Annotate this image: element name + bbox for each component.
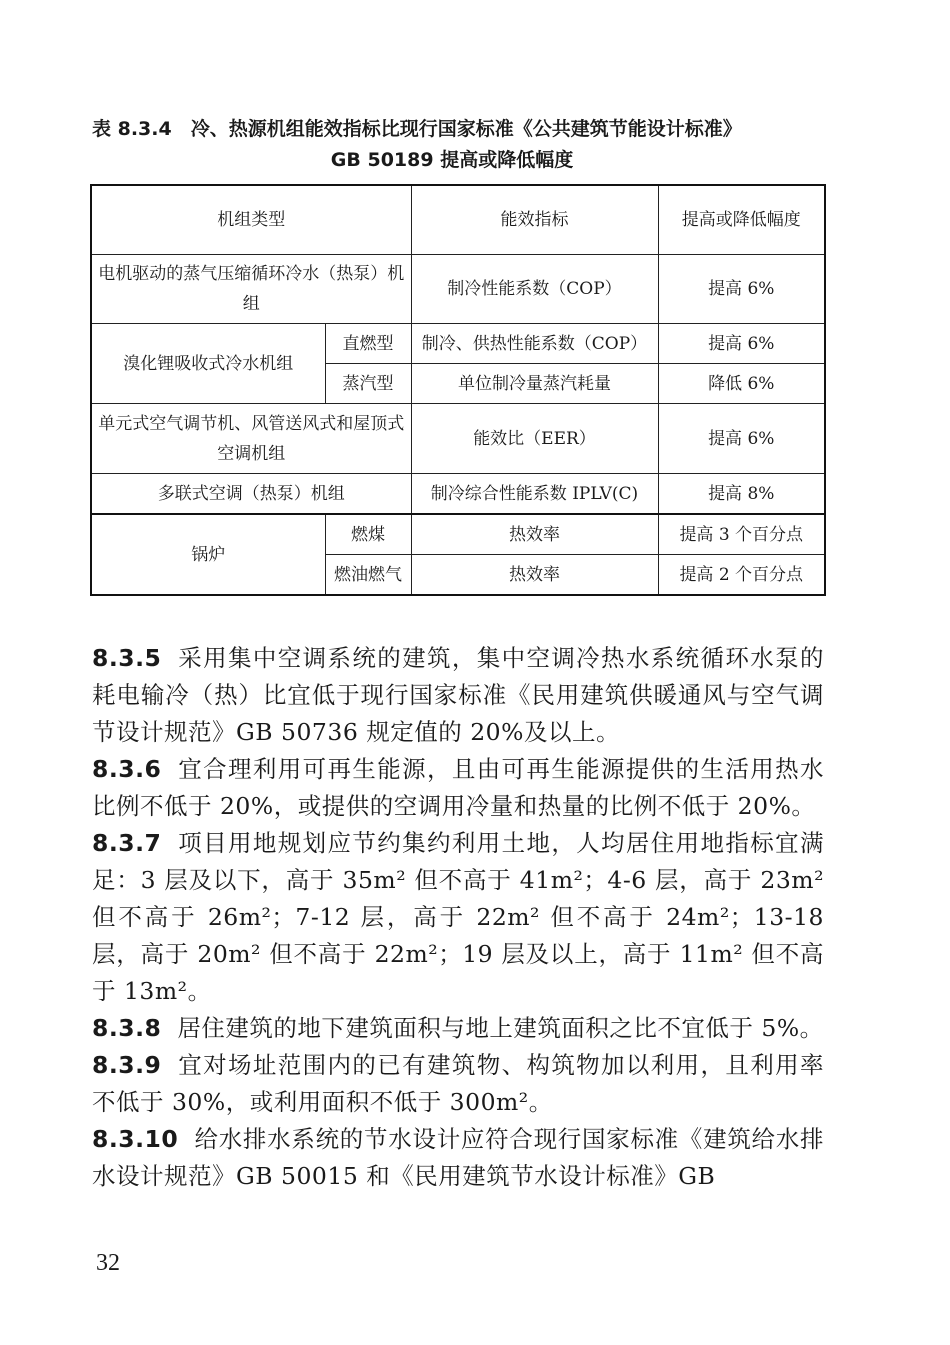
clause-text: 采用集中空调系统的建筑，集中空调冷热水系统循环水泵的耗电输冷（热）比宜低于现行国家标准《民用建筑供暖通风与空气调节设计规范》GB 50736 规定值的 20%及以上。 [92, 644, 824, 746]
clause-number: 8.3.5 [92, 644, 162, 672]
cell-change: 降低 6% [658, 364, 825, 404]
header-efficiency-index: 能效指标 [411, 185, 658, 255]
clause-text: 宜合理利用可再生能源，且由可再生能源提供的生活用热水比例不低于 20%，或提供的空调用冷量和热量的比例不低于 20%。 [92, 755, 824, 820]
clause-text: 项目用地规划应节约集约利用土地，人均居住用地指标宜满足：3 层及以下，高于 35m² 但不高于 41m²；4-6 层，高于 23m² 但不高于 26m²；7-12 层，高于 22m² 但不高于 24m²；13-18 层，高于 20m² 但不高于 22m²；19 层及以上，高于 11m² 但不高于 13m²。 [92, 829, 824, 1005]
cell-unit-type: 溴化锂吸收式冷水机组 [91, 324, 325, 404]
caption-line-2: GB 50189 提高或降低幅度 [330, 149, 574, 171]
cell-unit-type: 电机驱动的蒸气压缩循环冷水（热泵）机组 [91, 255, 411, 324]
clause-number: 8.3.10 [92, 1125, 179, 1153]
cell-change: 提高 6% [658, 255, 825, 324]
cell-unit-type: 锅炉 [91, 514, 325, 595]
cell-change: 提高 2 个百分点 [658, 555, 825, 596]
caption-line-1: 表 8.3.4 冷、热源机组能效指标比现行国家标准《公共建筑节能设计标准》 [92, 118, 742, 140]
cell-subtype: 燃煤 [325, 514, 411, 555]
cell-index: 制冷性能系数（COP） [411, 255, 658, 324]
clause-8-3-9 [92, 1047, 824, 1121]
cell-index: 单位制冷量蒸汽耗量 [411, 364, 658, 404]
cell-subtype: 蒸汽型 [325, 364, 411, 404]
header-change: 提高或降低幅度 [658, 185, 825, 255]
cell-unit-type: 多联式空调（热泵）机组 [91, 474, 411, 515]
cell-index: 能效比（EER） [411, 404, 658, 474]
clause-8-3-8 [92, 1010, 824, 1047]
cell-unit-type: 单元式空气调节机、风管送风式和屋顶式空调机组 [91, 404, 411, 474]
clause-text: 宜对场址范围内的已有建筑物、构筑物加以利用，且利用率不低于 30%，或利用面积不低于 300m²。 [92, 1051, 824, 1116]
cell-change: 提高 8% [658, 474, 825, 515]
clause-number: 8.3.6 [92, 755, 162, 783]
cell-index: 热效率 [411, 555, 658, 596]
cell-index: 热效率 [411, 514, 658, 555]
clause-number: 8.3.7 [92, 829, 162, 857]
clause-8-3-5 [92, 640, 824, 751]
clause-list [92, 640, 824, 1195]
table-row [91, 324, 825, 364]
cell-subtype: 燃油燃气 [325, 555, 411, 596]
clause-text: 给水排水系统的节水设计应符合现行国家标准《建筑给水排水设计规范》GB 50015 和《民用建筑节水设计标准》GB [92, 1125, 824, 1190]
efficiency-table [90, 184, 826, 596]
clause-number: 8.3.9 [92, 1051, 162, 1079]
cell-index: 制冷、供热性能系数（COP） [411, 324, 658, 364]
table-caption [92, 114, 832, 176]
clause-number: 8.3.8 [92, 1014, 162, 1042]
cell-subtype: 直燃型 [325, 324, 411, 364]
table-row [91, 404, 825, 474]
table-row [91, 514, 825, 555]
clause-8-3-10 [92, 1121, 824, 1195]
page-number: 32 [96, 1250, 120, 1276]
clause-text: 居住建筑的地下建筑面积与地上建筑面积之比不宜低于 5%。 [177, 1014, 824, 1042]
table-header-row [91, 185, 825, 255]
cell-change: 提高 3 个百分点 [658, 514, 825, 555]
table-row [91, 255, 825, 324]
clause-8-3-7 [92, 825, 824, 1010]
header-unit-type: 机组类型 [91, 185, 411, 255]
cell-index: 制冷综合性能系数 IPLV(C) [411, 474, 658, 515]
cell-change: 提高 6% [658, 324, 825, 364]
clause-8-3-6 [92, 751, 824, 825]
cell-change: 提高 6% [658, 404, 825, 474]
table-row [91, 474, 825, 515]
